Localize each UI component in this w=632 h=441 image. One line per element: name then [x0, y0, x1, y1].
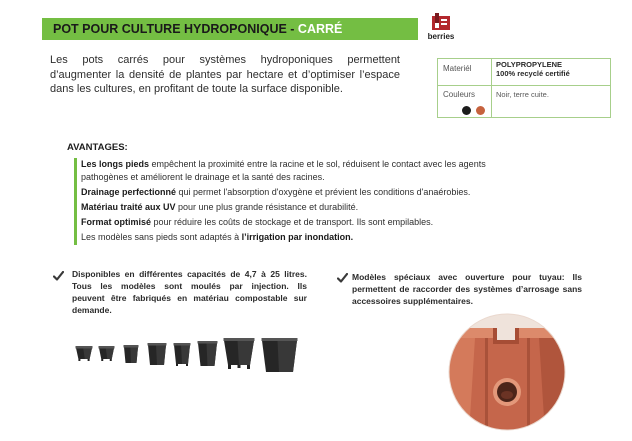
intro-paragraph: [50, 53, 400, 97]
colors-value: Noir, terre cuite.: [496, 90, 549, 99]
pot-image-4: [148, 343, 167, 365]
terracotta-pot-closeup-image: [447, 312, 567, 434]
pot-range-image: [70, 334, 305, 376]
feature-line: Tous les modèles sont moulés par injection. Ils: [72, 281, 307, 291]
feature-line: peuvent être fabriqués en matériau compostable sur: [72, 293, 307, 303]
pot-image-5: [174, 343, 191, 366]
spec-row-material: [438, 59, 610, 86]
advantage-bold: Matériau traité aux UV: [81, 202, 176, 212]
checkmark-icon: [53, 271, 64, 281]
feature-line: permettent de raccorder des systèmes d’arrosage sans: [352, 284, 582, 294]
advantage-text: qui permet l'absorption d'oxygène et prévient les conditions d'anaérobies.: [176, 187, 471, 197]
intro-line: dans les cultures, en profitant de toute la surface disponible.: [50, 83, 343, 95]
intro-line: d’augmenter la densité de plantes par hectare et d’optimiser l’espace: [50, 68, 400, 81]
pot-image-6: [198, 341, 218, 366]
advantage-text: pathogènes et améliorent le drainage et la santé des racines.: [81, 172, 325, 182]
spec-row-colors: [438, 86, 610, 117]
advantages-accent-bar: [74, 158, 77, 245]
spec-label-cell: [438, 59, 492, 85]
berries-logo-icon: [432, 13, 450, 30]
advantage-bold: Drainage perfectionné: [81, 187, 177, 197]
pot-image-2: [99, 346, 115, 361]
page-title-accent: CARRÉ: [297, 22, 343, 36]
advantage-text: pour une plus grande résistance et durabilité.: [175, 202, 359, 212]
advantage-text: pour réduire les coûts de stockage et de transport. Ils sont empilables.: [151, 217, 434, 227]
title-banner: [42, 18, 418, 40]
berries-logo: [427, 13, 455, 43]
material-label: Materiél: [443, 64, 472, 73]
advantage-item-uv: [81, 201, 486, 214]
spec-value-cell: [492, 59, 610, 85]
color-swatch-black: [462, 106, 471, 115]
advantage-item-drainage: [81, 186, 486, 199]
advantage-bold: Format optimisé: [81, 217, 152, 227]
feature-line: accessoires supplémentaires.: [352, 296, 473, 306]
material-value-line: 100% recyclé certifié: [496, 69, 570, 78]
advantage-text: Les modèles sans pieds sont adaptés à: [81, 232, 242, 242]
spec-table: [437, 58, 611, 118]
pot-image-1: [76, 346, 93, 361]
advantage-item-format: [81, 216, 486, 229]
closeup-photo: [447, 312, 567, 434]
pot-image-8: [262, 338, 298, 372]
advantages-list: [81, 158, 486, 246]
advantages-heading: AVANTAGES:: [67, 142, 128, 153]
spec-value-cell: [492, 86, 610, 117]
feature-capacities: [72, 268, 307, 316]
material-value: [496, 60, 570, 78]
logo-wordmark: berries: [427, 32, 455, 41]
colors-label: Couleurs: [443, 90, 476, 99]
spec-label-cell: [438, 86, 492, 117]
advantage-bold: l’irrigation par inondation.: [241, 232, 354, 242]
pot-image-3: [124, 345, 139, 363]
pot-image-7: [224, 338, 255, 369]
intro-line: Les pots carrés pour systèmes hydroponiques permettent: [50, 54, 400, 66]
page-title-main: POT POUR CULTURE HYDROPONIQUE -: [53, 22, 298, 36]
advantage-bold: Les longs pieds: [81, 159, 150, 169]
feature-hose-opening: [352, 271, 582, 307]
advantage-item-long-feet: [81, 158, 486, 184]
color-swatch-terracotta: [476, 106, 485, 115]
feature-line: Disponibles en différentes capacités de 4,7 à 25 litres.: [72, 269, 307, 279]
feature-line: Modèles spéciaux avec ouverture pour tuyau: Ils: [352, 272, 582, 282]
feature-line: demande.: [72, 305, 112, 315]
material-value-line: POLYPROPYLENE: [496, 60, 562, 69]
page-title: [53, 18, 342, 40]
advantage-item-flood-irrigation: [81, 231, 486, 244]
advantage-text: empêchent la proximité entre la racine et le sol, réduisent le contact avec les agents: [149, 159, 486, 169]
checkmark-icon: [337, 273, 348, 283]
